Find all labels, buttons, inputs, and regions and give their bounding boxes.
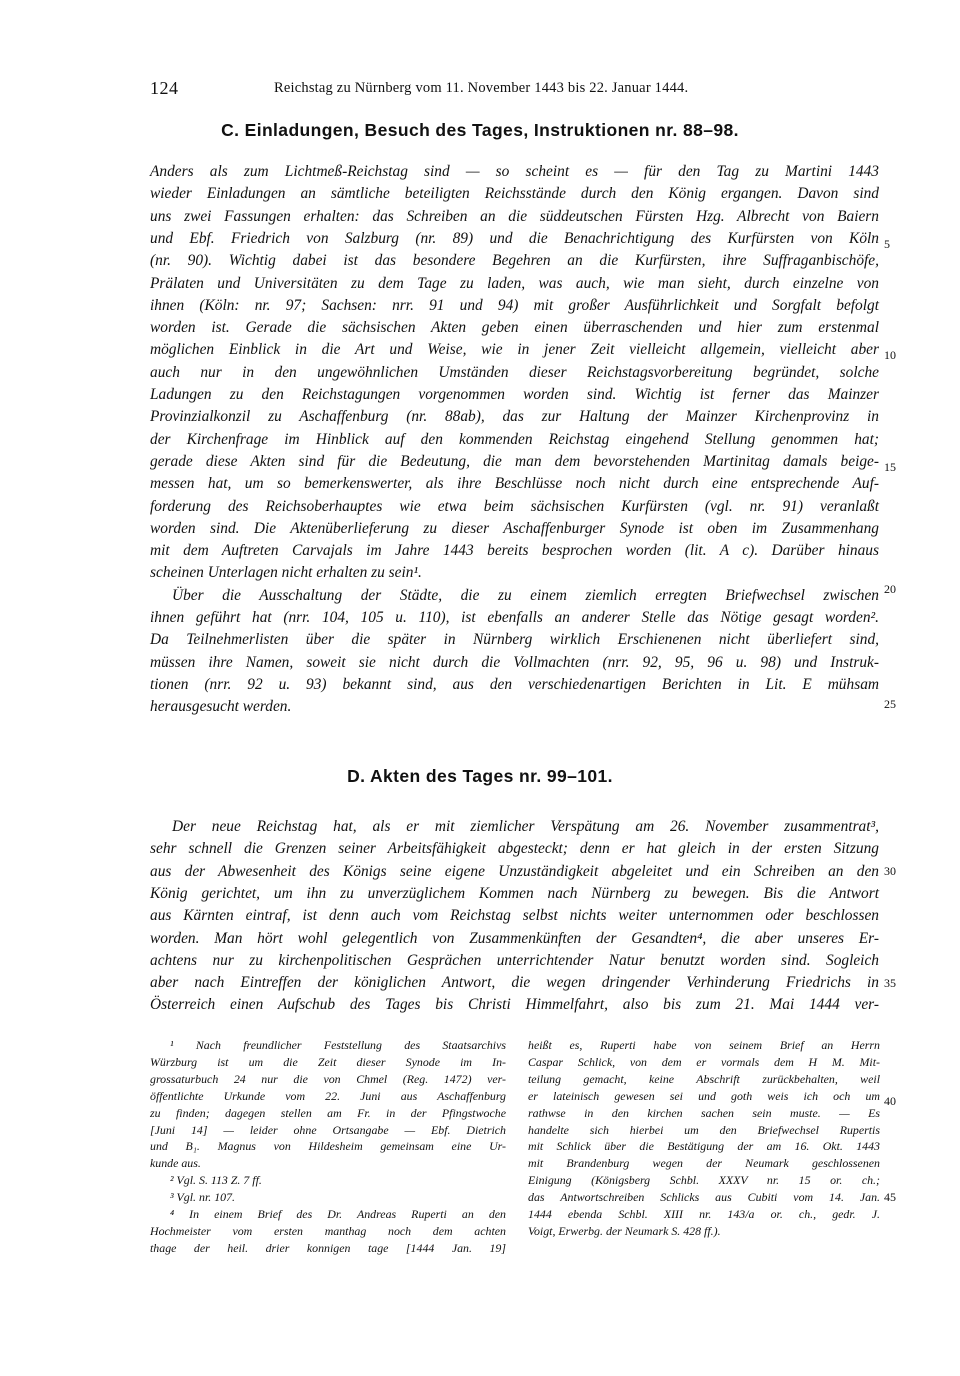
text-line: mit dem Auftreten Carvajals im Jahre 1443 bereits besprochen worden (lit. A c). Darüber hinaus — [150, 542, 879, 560]
text-line: müssen ihre Namen, soweit sie nicht durch die Vollmachten (nrr. 92, 95, 96 u. 98) und Instruk- — [150, 653, 879, 671]
footnote-line: ² Vgl. S. 113 Z. 7 ff. — [170, 1173, 262, 1188]
section-d-heading: D. Akten des Tages nr. 99–101. — [347, 766, 613, 786]
footnote-line: teilung gemacht, keine Abschrift zurückbehalten, weil — [528, 1071, 880, 1086]
text-line: Da Teilnehmerlisten über die später in Nürnberg wirklich Erschienenen nicht überliefert sind, — [150, 631, 879, 649]
footnote-line: mit Schlick über die Bestätigung der am 16. Okt. 1443 — [528, 1139, 880, 1154]
footnote-line: öffentlichte Urkunde vom 22. Juni aus Aschaffenburg — [150, 1088, 506, 1103]
footnote-line: Voigt, Erwerbg. der Neumark S. 428 ff.). — [528, 1223, 721, 1238]
footnote-line: [Juni 14] — leider ohne Ortsangabe — Ebf. Dietrich — [150, 1122, 506, 1137]
text-line: ihnen (Köln: nr. 97; Sachsen: nrr. 91 und 94) mit großer Ausführlichkeit und Sorgfalt befolgt — [150, 296, 879, 314]
footnote-line: kunde aus. — [150, 1156, 201, 1171]
line-number: 10 — [884, 348, 896, 362]
text-line: Prälaten und Universitäten zu dem Tage zu laden, was auch, wie man sieht, durch einzelne von — [150, 274, 879, 292]
section-c-heading: C. Einladungen, Besuch des Tages, Instruktionen nr. 88–98. — [221, 120, 739, 140]
footnote-line: rathwse in den kirchen sachen sein muste. — Es — [528, 1105, 880, 1120]
footnote-line: ³ Vgl. nr. 107. — [170, 1190, 236, 1205]
text-line: Provinzialkonzil zu Aschaffenburg (nr. 88ab), das zur Haltung der Mainzer Kirchenprovinz in — [150, 408, 879, 426]
text-line: sehr schnell die Grenzen seiner Arbeitsfähigkeit abgesteckt; denn er hat gleich in der ersten Sitzung — [150, 840, 879, 858]
text-line: messen hat, um so bemerkenswerter, als ihre Beschlüsse noch nicht durch eine entsprechende Auf- — [150, 475, 879, 493]
footnote-line: er lateinisch gewesen sei und goth weis ich och um — [528, 1088, 880, 1103]
text-line: wieder Einladungen an sämtliche beteiligten Reichsstände durch den König ergangen. Davon sind — [150, 185, 879, 203]
text-line: Der neue Reichstag hat, als er mit ziemlicher Verspätung am 26. November zusammentrat³, — [172, 818, 879, 835]
footnote-line: mit Brandenburg wegen der Neumark geschlossenen — [528, 1156, 880, 1171]
text-line: herausgesucht werden. — [150, 698, 292, 716]
running-title: Reichstag zu Nürnberg vom 11. November 1443 bis 22. Januar 1444. — [274, 80, 689, 96]
line-number: 45 — [884, 1190, 896, 1204]
footnote-line: Einigung (Königsberg Schbl. XXXV nr. 15 or. ch.; — [528, 1173, 880, 1188]
footnote-line: Hochmeister vom ersten manthag noch dem achten — [150, 1223, 506, 1238]
text-line: aus Kärnten eintraf, ist denn auch vom Reichstag selbst nichts weiter unternommen oder beschlossen — [150, 907, 879, 925]
text-line: scheinen Unterlagen nicht erhalten zu sein¹. — [150, 564, 422, 582]
footnote-line: zu finden; dagegen stellen am Fr. in der Pfingstwoche — [150, 1105, 506, 1120]
footnote-line: grossaturbuch 24 nur die von Chmel (Reg. 1472) ver- — [150, 1071, 506, 1086]
footnote-line: das Antwortschreiben Schlicks aus Cubiti vom 14. Jan. — [528, 1190, 880, 1205]
text-line: (nr. 90). Wichtig dabei ist das besondere Begehren an die Kurfürsten, ihre Suffraganbischöfe, — [150, 252, 879, 270]
text-line: Über die Ausschaltung der Städte, die zu einem ziemlich erregten Briefwechsel zwischen — [172, 586, 879, 604]
text-line: Österreich einen Aufschub des Tages bis Christi Himmelfahrt, also bis zum 21. Mai 1444 ver- — [150, 996, 879, 1014]
text-line: gerade diese Akten sind für die Bedeutung, die man dem bevorstehenden Martinitag damals beige- — [150, 452, 879, 470]
line-number: 40 — [884, 1094, 896, 1108]
text-line: forderung des Reichsoberhauptes wie etwa beim sächsischen Kurfürsten (vgl. nr. 91) veranlaßt — [150, 497, 879, 515]
text-line: König gerichtet, um ihn zu unverzüglichem Kommen nach Nürnberg zu bewegen. Bis die Antwort — [150, 884, 879, 902]
text-line: aber nach Eintreffen der königlichen Antwort, die wegen dringender Verhinderung Friedrichs in — [150, 974, 879, 992]
line-number: 5 — [884, 237, 890, 251]
footnote-line: und B₁. Magnus von Hildesheim gemeinsam eine Ur- — [150, 1139, 506, 1154]
line-number: 20 — [884, 582, 896, 596]
footnote-line: handelte sich hierbei um den Briefwechsel Rupertis — [528, 1122, 880, 1137]
text-line: und Ebf. Friedrich von Salzburg (nr. 89) und die Benachrichtigung des Kurfürsten von Köln — [150, 229, 879, 247]
line-number: 30 — [884, 864, 896, 878]
text-line: tionen (nrr. 92 u. 93) bekannt sind, aus den verschiedenartigen Berichten in Lit. E mühsam — [150, 675, 879, 693]
text-line: worden ist. Gerade die sächsischen Akten geben einen überraschenden und hier zum erstenmal — [150, 319, 879, 337]
text-line: achtens nur zu kirchenpolitischen Gesprächen unterrichtender Natur benutzt worden sind. Sogleich — [150, 951, 879, 969]
footnote-line: ¹ Nach freundlicher Feststellung des Staatsarchivs — [170, 1038, 506, 1052]
running-header — [0, 78, 960, 102]
footnote-line: 1444 ebenda Schbl. XIII nr. 143/a or. ch., gedr. J. — [528, 1207, 880, 1221]
text-line: der Kirchenfrage im Hinblick auf den kommenden Reichstag eingehend Stellung genommen hat; — [150, 430, 879, 448]
footnote-line: thage der heil. drier konnigen tage [1444 Jan. 19] — [150, 1240, 506, 1255]
line-number: 15 — [884, 460, 896, 474]
footnote-line: ⁴ In einem Brief des Dr. Andreas Ruperti an den — [170, 1207, 506, 1221]
text-line: uns zwei Fassungen erhalten: das Schreiben an die süddeutschen Fürsten Hzg. Albrecht von Baiern — [150, 207, 879, 225]
footnote-line: Würzburg ist um die Zeit dieser Synode im In- — [150, 1054, 506, 1069]
footnote-line: heißt es, Ruperti habe von seinem Brief an Herrn — [528, 1038, 880, 1052]
text-line: worden sind. Die Aktenüberlieferung zu dieser Aschaffenburger Synode ist oben im Zusammenhang — [150, 519, 879, 537]
text-line: ihnen geführt hat (nrr. 104, 105 u. 110), ist ebenfalls an anderer Stelle das Nötige gesagt worden². — [150, 609, 879, 626]
text-line: auch nur in den ungewöhnlichen Umständen dieser Reichstagsvorbereitung begründet, solche — [150, 363, 879, 381]
page-number: 124 — [150, 78, 179, 98]
line-number: 35 — [884, 976, 896, 990]
text-line: worden. Man hört wohl gelegentlich von Zusammenkünften der Gesandten⁴, die aber unseres Er- — [150, 929, 879, 947]
line-number: 25 — [884, 697, 896, 711]
text-line: möglichen Einblick in die Art und Weise, wie in jener Zeit vielleicht allgemein, vielleicht aber — [150, 341, 879, 359]
text-line: aus der Abwesenheit des Königs seine eigene Unzuständigkeit abgeleitet und ein Schreiben an den — [150, 862, 879, 880]
text-line: Anders als zum Lichtmeß-Reichstag sind — so scheint es — für den Tag zu Martini 1443 — [150, 163, 879, 180]
text-line: Ladungen zu den Reichstagungen vorgenommen worden sind. Wichtig ist ferner das Mainzer — [150, 386, 879, 403]
footnote-line: Caspar Schlick, von dem er vormals dem H M. Mit- — [528, 1054, 880, 1069]
